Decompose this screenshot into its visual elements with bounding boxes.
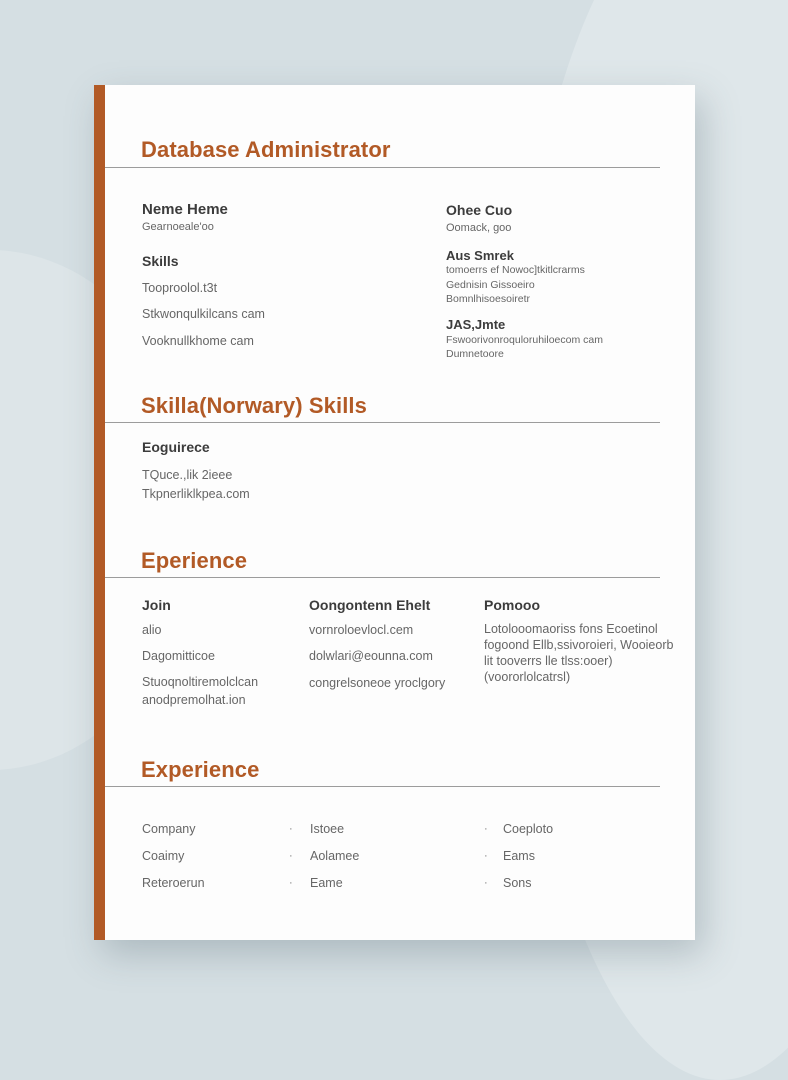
bullet-icon: · [289, 823, 293, 835]
contact-subtitle: Gearnoeale'oo [142, 221, 214, 233]
experience-item: Stuoqnoltiremolclcan [142, 675, 259, 689]
list-item: Company [142, 822, 196, 836]
info-line: Gednisin Gissoeiro [446, 279, 535, 291]
bullet-icon: · [289, 850, 293, 862]
experience-item: vornroloevlocl.cem [309, 623, 414, 637]
skills-line: TQuce.,lik 2ieee [142, 468, 233, 482]
contact-skills-label: Skills [142, 253, 179, 269]
info-block-title: JAS,Jmte [446, 317, 506, 332]
experience-line: (voororlolcatrsl) [484, 670, 571, 684]
info-line: Dumnetoore [446, 348, 504, 360]
divider [105, 577, 660, 578]
skills-section-title: Skilla(Norwary) Skills [141, 393, 367, 418]
bullet-icon: · [484, 823, 488, 835]
experience-line: lit tooverrs lle tlss:ooer) [484, 654, 613, 668]
contact-line: Vooknullkhome cam [142, 334, 254, 348]
experience-col-heading: Join [142, 597, 171, 613]
contact-name: Neme Heme [142, 201, 228, 218]
divider [105, 422, 660, 423]
experience-section-title: Experience [141, 757, 260, 782]
experience-section-title: Eperience [141, 548, 248, 573]
info-heading: Ohee Cuo [446, 202, 513, 218]
list-item: Aolamee [310, 849, 360, 863]
list-item: Istoee [310, 822, 345, 836]
accent-bar [94, 85, 105, 940]
experience-item: anodpremolhat.ion [142, 693, 246, 707]
list-item: Sons [503, 876, 532, 890]
info-subtitle: Oomack, goo [446, 222, 512, 234]
bullet-icon: · [484, 850, 488, 862]
contact-line: Stkwonqulkilcans cam [142, 307, 265, 321]
bullet-icon: · [289, 877, 293, 889]
experience-line: Lotolooomaoriss fons Ecoetinol [484, 622, 658, 636]
contact-line: Tooproolol.t3t [142, 281, 218, 295]
info-line: Bomnlhisoesoiretr [446, 293, 531, 305]
list-item: Eams [503, 849, 535, 863]
experience-line: fogoond Ellb,ssivoroieri, Wooieorb [484, 638, 674, 652]
resume-title: Database Administrator [141, 137, 391, 162]
list-item: Reteroerun [142, 876, 205, 890]
divider [105, 167, 660, 168]
resume-page [94, 85, 695, 940]
info-block-title: Aus Smrek [446, 248, 514, 263]
list-item: Eame [310, 876, 343, 890]
experience-item: dolwlari@eounna.com [309, 649, 433, 663]
experience-item: congrelsoneoe yroclgory [309, 676, 446, 690]
skills-subtitle: Eoguirece [142, 439, 210, 455]
experience-item: alio [142, 623, 162, 637]
experience-item: Dagomitticoe [142, 649, 215, 663]
list-item: Coeploto [503, 822, 554, 836]
experience-col-heading: Oongontenn Ehelt [309, 597, 431, 613]
info-line: Fswoorivonroquloruhiloecom cam [446, 334, 603, 346]
divider [105, 786, 660, 787]
list-item: Coaimy [142, 849, 185, 863]
skills-line: Tkpnerliklkpea.com [142, 487, 250, 501]
bullet-icon: · [484, 877, 488, 889]
experience-col-heading: Pomooo [484, 597, 540, 613]
info-line: tomoerrs ef Nowoc]tkitlcrarms [446, 264, 585, 276]
